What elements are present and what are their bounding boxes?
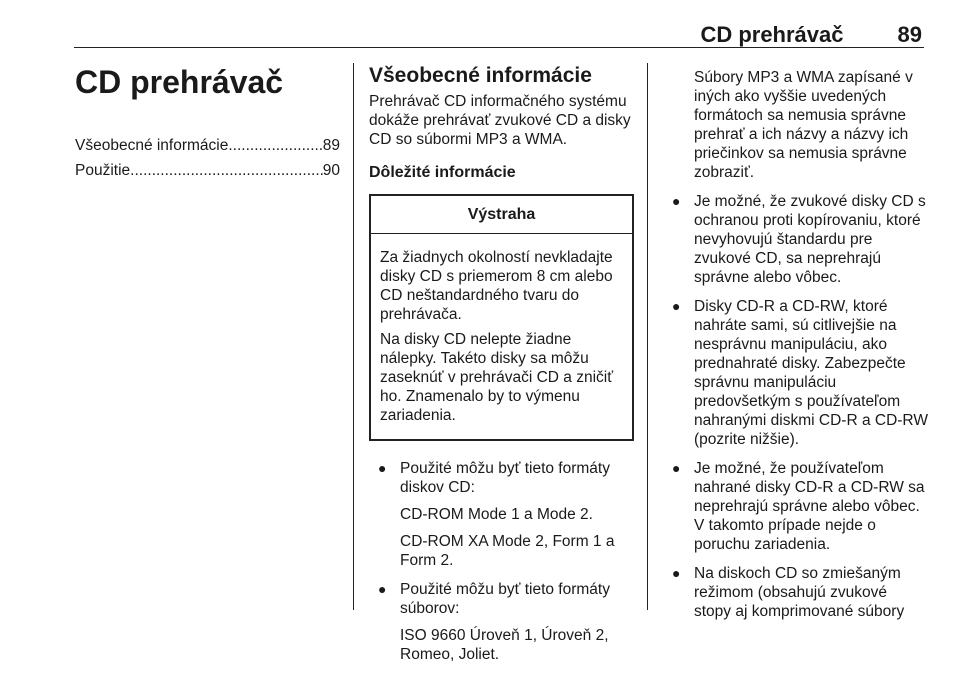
toc-entry-page: 90 <box>322 162 340 179</box>
list-item <box>663 459 928 554</box>
bullet-icon: ● <box>672 460 681 476</box>
list-item-detail: ISO 9660 Úroveň 1, Úroveň 2, Romeo, Joliet. <box>400 627 609 663</box>
bullet-icon: ● <box>378 460 387 476</box>
list-item <box>663 564 928 621</box>
warning-title: Výstraha <box>371 196 632 234</box>
list-item-text: Použité môžu byť tieto formáty súborov: <box>400 581 610 617</box>
toc-leader <box>130 161 323 180</box>
toc-entry-title: Všeobecné informácie <box>75 137 229 154</box>
intro-paragraph: Prehrávač CD informačného systému dokáže prehrávať zvukové CD a disky CD so súbormi MP3 a WMA. <box>369 93 631 148</box>
subsection-title: Dôležité informácie <box>369 164 516 181</box>
notes-list <box>663 192 928 621</box>
list-item-text: Použité môžu byť tieto formáty diskov CD: <box>400 460 610 496</box>
right-column <box>663 68 928 631</box>
list-item-text: Na diskoch CD so zmiešaným režimom (obsahujú zvukové stopy aj komprimované súbory <box>694 565 905 620</box>
bullet-icon: ● <box>672 565 681 581</box>
bullet-icon: ● <box>672 193 681 209</box>
list-item <box>663 192 928 287</box>
list-item-text: Je možné, že používateľom nahrané disky CD-R a CD-RW sa neprehrajú správne alebo vôbec. V takomto prípade nejde o poruchu zariadenia. <box>694 460 925 553</box>
toc-entry-page: 89 <box>322 137 340 154</box>
toc-entry[interactable] <box>75 161 340 180</box>
header-title: CD prehrávač <box>700 22 844 47</box>
warning-paragraph: Na disky CD nelepte žiadne nálepky. Takéto disky sa môžu zaseknúť v prehrávači CD a zničiť ho. Znamenalo by to výmenu zariadenia. <box>380 331 614 424</box>
bullet-icon: ● <box>672 298 681 314</box>
column-divider <box>353 63 354 610</box>
warning-paragraph: Za žiadnych okolností nevkladajte disky CD s priemerom 8 cm alebo CD neštandardného tvaru do prehrávača. <box>380 249 613 323</box>
page-header <box>700 22 922 48</box>
header-rule <box>74 47 924 48</box>
list-item-text: Je možné, že zvukové disky CD s ochranou proti kopírovaniu, ktoré nevyhovujú štandardu pre zvukové CD, sa neprehrajú správne alebo vôbec. <box>694 193 926 286</box>
list-item-detail: CD-ROM Mode 1 a Mode 2. <box>400 506 593 523</box>
middle-column <box>369 58 634 674</box>
column-divider <box>647 63 648 610</box>
lead-paragraph: Súbory MP3 a WMA zapísané v iných ako vyššie uvedených formátoch sa nemusia správne prehrať a ich názvy a názvy ich priečinkov sa nemusia správne zobraziť. <box>694 69 913 181</box>
toc-entry-title: Použitie <box>75 162 131 179</box>
format-list <box>369 459 634 664</box>
left-column <box>75 58 340 186</box>
list-item-text: Disky CD-R a CD-RW, ktoré nahráte sami, sú citlivejšie na nesprávnu manipuláciu, ako prednahraté disky. Zabezpečte správnu manipuláciu predovšetkým s používateľom nahranými diskmi CD-R a CD-RW (pozrite nižšie). <box>694 298 928 448</box>
list-item <box>369 459 634 570</box>
section-title: Všeobecné informácie <box>369 64 592 87</box>
bullet-icon: ● <box>378 581 387 597</box>
toc-leader <box>228 136 322 155</box>
page-number: 89 <box>897 22 922 47</box>
list-item <box>369 580 634 664</box>
chapter-title: CD prehrávač <box>75 64 284 100</box>
list-item <box>663 297 928 449</box>
list-item-detail: CD-ROM XA Mode 2, Form 1 a Form 2. <box>400 533 615 569</box>
warning-box <box>369 194 634 441</box>
toc-entry[interactable] <box>75 136 340 155</box>
